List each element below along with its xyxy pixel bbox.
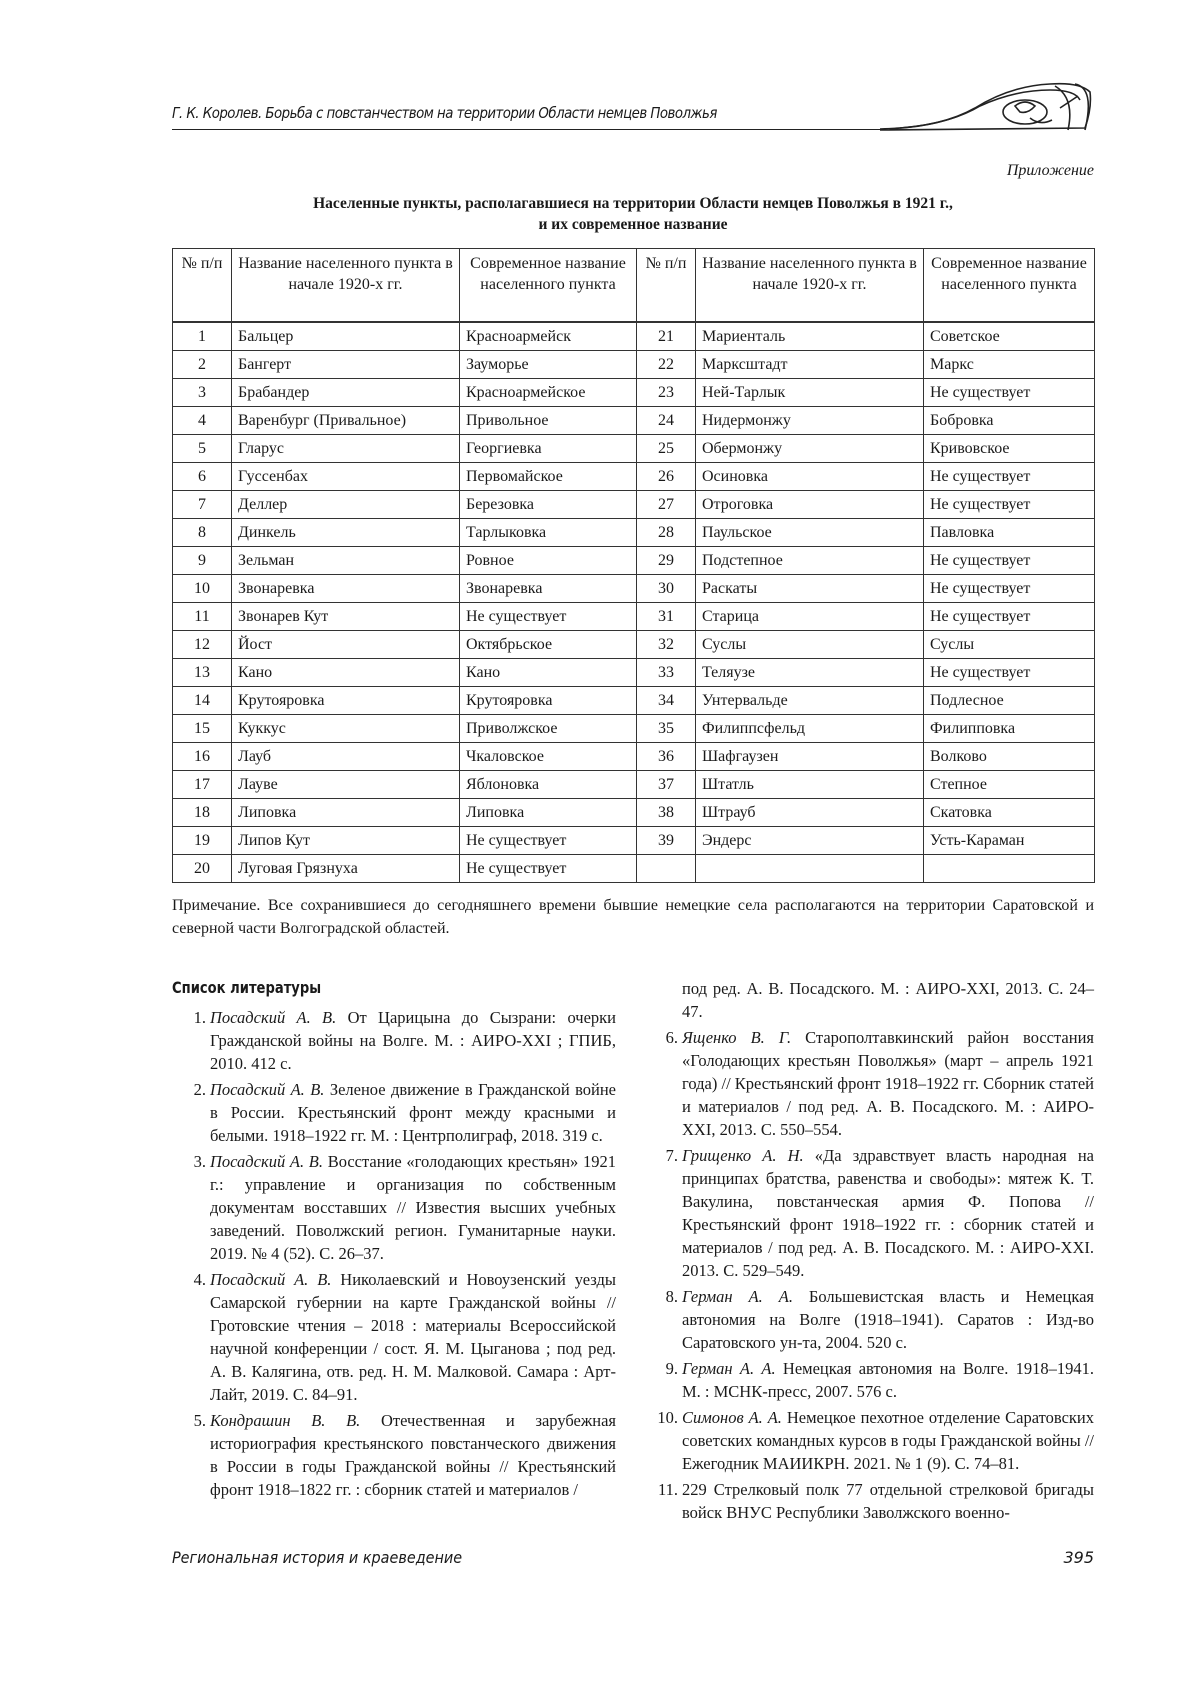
modern-name: Чкаловское	[460, 743, 637, 771]
historical-name: Ней-Тарлык	[696, 379, 924, 407]
historical-name: Эндерс	[696, 827, 924, 855]
row-number: 21	[637, 322, 696, 351]
table-row	[173, 407, 1095, 435]
table-row	[173, 687, 1095, 715]
modern-name: Георгиевка	[460, 435, 637, 463]
modern-name: Зауморье	[460, 351, 637, 379]
modern-name: Кривовское	[924, 435, 1095, 463]
table-row	[173, 322, 1095, 351]
references-column-right	[644, 977, 1094, 1527]
reference-item	[172, 1268, 616, 1406]
historical-name: Лауве	[232, 771, 460, 799]
table-title-line: Населенные пункты, располагавшиеся на территории Области немцев Поволжья в 1921 г.,	[172, 193, 1094, 214]
historical-name: Брабандер	[232, 379, 460, 407]
modern-name: Павловка	[924, 519, 1095, 547]
row-number: 3	[173, 379, 232, 407]
reference-text	[210, 1409, 616, 1501]
reference-number: 6.	[644, 1026, 682, 1141]
historical-name: Теляузе	[696, 659, 924, 687]
historical-name: Марксштадт	[696, 351, 924, 379]
row-number: 37	[637, 771, 696, 799]
row-number: 6	[173, 463, 232, 491]
modern-name: Не существует	[924, 491, 1095, 519]
reference-body: Отечественная и зарубежная историография крестьянского повстанческого движения в России в годы Гражданской войны // Крестьянский фронт 1918–1822 гг. : сборник статей и материалов /	[210, 1411, 616, 1499]
reference-body: От Царицына до Сызрани: очерки Гражданской войны на Волге. М. : АИРО-XXI ; ГПИБ, 2010. 412 с.	[210, 1008, 616, 1073]
modern-name: Не существует	[924, 463, 1095, 491]
historical-name: Унтервальде	[696, 687, 924, 715]
modern-name: Советское	[924, 322, 1095, 351]
reference-item	[644, 1357, 1094, 1403]
modern-name: Бобровка	[924, 407, 1095, 435]
row-number: 23	[637, 379, 696, 407]
historical-name: Лауб	[232, 743, 460, 771]
table-row	[173, 547, 1095, 575]
column-header: Современное название населенного пункта	[924, 249, 1095, 323]
references-column-left	[172, 1006, 616, 1504]
modern-name: Липовка	[460, 799, 637, 827]
modern-name: Яблоновка	[460, 771, 637, 799]
table-row	[173, 575, 1095, 603]
reference-text	[682, 1406, 1094, 1475]
historical-name: Гларус	[232, 435, 460, 463]
reference-text	[210, 1150, 616, 1265]
historical-name: Суслы	[696, 631, 924, 659]
historical-name: Звонаревка	[232, 575, 460, 603]
row-number: 35	[637, 715, 696, 743]
reference-number: 3.	[172, 1150, 210, 1265]
header-rule	[172, 129, 882, 130]
reference-number: 11.	[644, 1478, 682, 1524]
reference-body: Николаевский и Новоузенский уезды Самарской губернии на карте Гражданской войны // Гротовские чтения – 2018 : материалы Всероссийской научной конференции / сост. Я. М. Цыганова ; под ред. А. В. Калягина, отв. ред. Н. М. Малковой. Самара : Арт-Лайт, 2019. С. 84–91.	[210, 1270, 616, 1404]
row-number: 39	[637, 827, 696, 855]
historical-name: Зельман	[232, 547, 460, 575]
row-number: 10	[173, 575, 232, 603]
historical-name: Динкель	[232, 519, 460, 547]
reference-author: Ященко В. Г.	[682, 1028, 791, 1047]
table-row	[173, 659, 1095, 687]
row-number: 12	[173, 631, 232, 659]
historical-name: Бангерт	[232, 351, 460, 379]
reference-item	[172, 1078, 616, 1147]
row-number: 31	[637, 603, 696, 631]
journal-name: Региональная история и краеведение	[172, 1548, 462, 1567]
row-number: 26	[637, 463, 696, 491]
reference-author: Грищенко А. Н.	[682, 1146, 804, 1165]
historical-name: Штрауб	[696, 799, 924, 827]
reference-author: Посадский А. В.	[210, 1080, 324, 1099]
column-header: Название населенного пункта в начале 1920-х гг.	[696, 249, 924, 323]
historical-name: Шафгаузен	[696, 743, 924, 771]
historical-name: Кано	[232, 659, 460, 687]
row-number: 8	[173, 519, 232, 547]
historical-name: Подстепное	[696, 547, 924, 575]
reference-text	[210, 1006, 616, 1075]
modern-name: Не существует	[924, 575, 1095, 603]
reference-item	[172, 1006, 616, 1075]
historical-name: Куккус	[232, 715, 460, 743]
appendix-label: Приложение	[1007, 162, 1094, 180]
row-number: 1	[173, 322, 232, 351]
modern-name: Ровное	[460, 547, 637, 575]
row-number: 5	[173, 435, 232, 463]
table-title-line: и их современное название	[172, 214, 1094, 235]
row-number: 36	[637, 743, 696, 771]
reference-continuation: под ред. А. В. Посадского. М. : АИРО-XXI, 2013. С. 24–47.	[644, 977, 1094, 1023]
historical-name	[696, 855, 924, 883]
reference-item	[644, 1406, 1094, 1475]
modern-name: Не существует	[924, 547, 1095, 575]
reference-body: Большевистская власть и Немецкая автономия на Волге (1918–1941). Саратов : Изд-во Саратовского ун-та, 2004. 520 с.	[682, 1287, 1094, 1352]
modern-name: Маркс	[924, 351, 1095, 379]
table-row	[173, 631, 1095, 659]
table-note: Примечание. Все сохранившиеся до сегодняшнего времени бывшие немецкие села располагаются на территории Саратовской и северной части Волгоградской областей.	[172, 894, 1094, 940]
row-number: 32	[637, 631, 696, 659]
table-row	[173, 715, 1095, 743]
table-row	[173, 491, 1095, 519]
references-heading: Список литературы	[172, 978, 321, 997]
reference-text	[682, 1026, 1094, 1141]
reference-number: 5.	[172, 1409, 210, 1501]
modern-name: Не существует	[460, 827, 637, 855]
row-number: 28	[637, 519, 696, 547]
reference-body: Старополтавкинский район восстания «Голодающих крестьян Поволжья» (март – апрель 1921 года) // Крестьянский фронт 1918–1922 гг. Сборник статей и материалов / под ред. А. В. Посадского. М. : АИРО-XXI, 2013. С. 550–554.	[682, 1028, 1094, 1139]
table-row	[173, 463, 1095, 491]
historical-name: Старица	[696, 603, 924, 631]
row-number: 16	[173, 743, 232, 771]
modern-name: Приволжское	[460, 715, 637, 743]
reference-text	[682, 1144, 1094, 1282]
row-number: 11	[173, 603, 232, 631]
historical-name: Йост	[232, 631, 460, 659]
row-number: 34	[637, 687, 696, 715]
table-row	[173, 351, 1095, 379]
table-row	[173, 743, 1095, 771]
row-number: 20	[173, 855, 232, 883]
reference-number: 10.	[644, 1406, 682, 1475]
modern-name: Красноармейское	[460, 379, 637, 407]
modern-name: Скатовка	[924, 799, 1095, 827]
reference-body: Восстание «голодающих крестьян» 1921 г.: управление и организация по собственным документам восставших // Известия высших учебных заведений. Поволжский регион. Гуманитарные науки. 2019. № 4 (52). С. 26–37.	[210, 1152, 616, 1263]
row-number: 7	[173, 491, 232, 519]
reference-number: 8.	[644, 1285, 682, 1354]
reference-number: 4.	[172, 1268, 210, 1406]
column-header: Современное название населенного пункта	[460, 249, 637, 323]
modern-name: Подлесное	[924, 687, 1095, 715]
reference-text	[682, 1357, 1094, 1403]
reference-author: Посадский А. В.	[210, 1008, 336, 1027]
modern-name: Октябрьское	[460, 631, 637, 659]
historical-name: Звонарев Кут	[232, 603, 460, 631]
row-number: 19	[173, 827, 232, 855]
reference-item	[644, 1144, 1094, 1282]
row-number: 14	[173, 687, 232, 715]
historical-name: Обермонжу	[696, 435, 924, 463]
reference-item	[644, 1285, 1094, 1354]
modern-name: Степное	[924, 771, 1095, 799]
historical-name: Бальцер	[232, 322, 460, 351]
modern-name: Суслы	[924, 631, 1095, 659]
column-header: № п/п	[637, 249, 696, 323]
reference-item	[644, 1478, 1094, 1524]
modern-name: Привольное	[460, 407, 637, 435]
row-number: 9	[173, 547, 232, 575]
reference-body: «Да здравствует власть народная на принципах братства, равенства и свободы»: мятеж К. Т. Вакулина, повстанческая армия Ф. Попова // Крестьянский фронт 1918–1922 гг. : сборник статей и материалов / под ред. А. В. Посадского. М. : АИРО-XXI. 2013. С. 529–549.	[682, 1146, 1094, 1280]
historical-name: Мариенталь	[696, 322, 924, 351]
historical-name: Варенбург (Привальное)	[232, 407, 460, 435]
row-number: 2	[173, 351, 232, 379]
reference-text	[210, 1078, 616, 1147]
historical-name: Осиновка	[696, 463, 924, 491]
reference-author: Кондрашин В. В.	[210, 1411, 360, 1430]
historical-name: Штатль	[696, 771, 924, 799]
page-number: 395	[1063, 1548, 1094, 1567]
reference-body: Зеленое движение в Гражданской войне в России. Крестьянский фронт между красными и белыми. 1918–1922 гг. М. : Центрполиграф, 2018. 319 с.	[210, 1080, 616, 1145]
table-row	[173, 435, 1095, 463]
column-header: Название населенного пункта в начале 1920-х гг.	[232, 249, 460, 323]
modern-name	[924, 855, 1095, 883]
reference-author: Герман А. А.	[682, 1287, 793, 1306]
row-number: 15	[173, 715, 232, 743]
reference-body: Немецкая автономия на Волге. 1918–1941. М. : МСНК-пресс, 2007. 576 с.	[682, 1359, 1094, 1401]
modern-name: Первомайское	[460, 463, 637, 491]
modern-name: Волково	[924, 743, 1095, 771]
row-number	[637, 855, 696, 883]
row-number: 22	[637, 351, 696, 379]
row-number: 17	[173, 771, 232, 799]
modern-name: Кано	[460, 659, 637, 687]
row-number: 25	[637, 435, 696, 463]
settlements-table	[172, 248, 1095, 883]
row-number: 24	[637, 407, 696, 435]
row-number: 27	[637, 491, 696, 519]
running-head: Г. К. Королев. Борьба с повстанчеством на территории Области немцев Поволжья	[172, 104, 717, 122]
modern-name: Не существует	[460, 855, 637, 883]
reference-author: Симонов А. А.	[682, 1408, 782, 1427]
reference-item	[172, 1409, 616, 1501]
modern-name: Березовка	[460, 491, 637, 519]
modern-name: Не существует	[924, 379, 1095, 407]
modern-name: Звонаревка	[460, 575, 637, 603]
reference-author: Герман А. А.	[682, 1359, 776, 1378]
modern-name: Тарлыковка	[460, 519, 637, 547]
table-row	[173, 771, 1095, 799]
decorative-ornament-icon	[880, 78, 1095, 134]
historical-name: Крутояровка	[232, 687, 460, 715]
historical-name: Липовка	[232, 799, 460, 827]
historical-name: Гуссенбах	[232, 463, 460, 491]
reference-author: Посадский А. В.	[210, 1270, 331, 1289]
table-row	[173, 603, 1095, 631]
table-row	[173, 799, 1095, 827]
modern-name: Усть-Караман	[924, 827, 1095, 855]
reference-body: 229 Стрелковый полк 77 отдельной стрелковой бригады войск ВНУС Республики Заволжского военно-	[682, 1480, 1094, 1522]
reference-number: 7.	[644, 1144, 682, 1282]
table-header-row	[173, 249, 1095, 323]
row-number: 38	[637, 799, 696, 827]
row-number: 4	[173, 407, 232, 435]
row-number: 30	[637, 575, 696, 603]
row-number: 18	[173, 799, 232, 827]
reference-number: 9.	[644, 1357, 682, 1403]
historical-name: Паульское	[696, 519, 924, 547]
reference-number: 1.	[172, 1006, 210, 1075]
table-title	[172, 193, 1094, 235]
reference-item	[172, 1150, 616, 1265]
reference-body: Немецкое пехотное отделение Саратовских советских командных курсов в годы Гражданской войны // Ежегодник МАИИКРН. 2021. № 1 (9). С. 74–81.	[682, 1408, 1094, 1473]
row-number: 29	[637, 547, 696, 575]
table-row	[173, 827, 1095, 855]
historical-name: Отроговка	[696, 491, 924, 519]
table-row	[173, 519, 1095, 547]
reference-number: 2.	[172, 1078, 210, 1147]
row-number: 13	[173, 659, 232, 687]
reference-item	[644, 1026, 1094, 1141]
historical-name: Деллер	[232, 491, 460, 519]
reference-author: Посадский А. В.	[210, 1152, 323, 1171]
reference-text	[210, 1268, 616, 1406]
table-row	[173, 855, 1095, 883]
modern-name: Крутояровка	[460, 687, 637, 715]
column-header: № п/п	[173, 249, 232, 323]
modern-name: Не существует	[924, 603, 1095, 631]
modern-name: Красноармейск	[460, 322, 637, 351]
modern-name: Не существует	[924, 659, 1095, 687]
reference-text	[682, 1285, 1094, 1354]
historical-name: Раскаты	[696, 575, 924, 603]
historical-name: Липов Кут	[232, 827, 460, 855]
historical-name: Луговая Грязнуха	[232, 855, 460, 883]
historical-name: Филиппсфельд	[696, 715, 924, 743]
modern-name: Филипповка	[924, 715, 1095, 743]
row-number: 33	[637, 659, 696, 687]
modern-name: Не существует	[460, 603, 637, 631]
historical-name: Нидермонжу	[696, 407, 924, 435]
table-row	[173, 379, 1095, 407]
reference-text	[682, 1478, 1094, 1524]
